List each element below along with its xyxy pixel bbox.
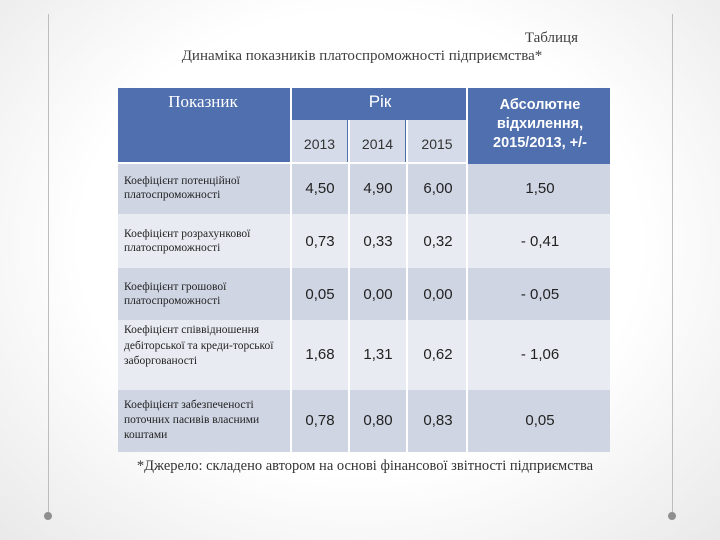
cell-deviation: 0,05 [525, 412, 555, 429]
cell-2013: 0,05 [305, 286, 335, 303]
table-row [118, 268, 610, 320]
caption-title-text: Динаміка показників платоспроможності підприємства* [181, 48, 543, 64]
cell-2015: 6,00 [423, 180, 453, 197]
row-label: Коефіцієнт забезпеченості поточних пасивів власними коштами [124, 399, 260, 441]
table-row [118, 164, 610, 214]
frame-left-line [48, 14, 49, 514]
cell-2015: 0,62 [423, 346, 453, 363]
caption-title [0, 48, 720, 65]
row-label: Коефіцієнт розрахункової платоспроможності [124, 228, 251, 254]
cell-2013: 4,50 [305, 180, 335, 197]
cell-2013: 1,68 [305, 346, 335, 363]
row-label: Коефіцієнт співвідношення дебіторської та креди-торської заборгованості [124, 324, 274, 367]
frame-dot-left [44, 512, 52, 520]
cell-2014: 0,00 [363, 286, 393, 303]
cell-2013: 0,73 [305, 233, 335, 250]
table-row [118, 214, 610, 268]
row-label: Коефіцієнт грошової платоспроможності [124, 281, 227, 307]
cell-2015: 0,00 [423, 286, 453, 303]
header-year: Рік [368, 92, 392, 111]
frame-right-line [672, 14, 673, 514]
cell-deviation: - 0,05 [520, 286, 560, 303]
table-row [118, 390, 610, 452]
cell-deviation: - 1,06 [520, 346, 560, 363]
cell-2013: 0,78 [305, 412, 335, 429]
cell-2015: 0,32 [423, 233, 453, 250]
frame-dot-right [668, 512, 676, 520]
cell-deviation: - 0,41 [520, 233, 560, 250]
header-year-2015: 2015 [408, 120, 466, 162]
cell-2015: 0,83 [423, 412, 453, 429]
header-indicator: Показник [168, 92, 238, 111]
source-footnote: *Джерело: складено автором на основі фінансової звітності підприємства [136, 458, 594, 474]
cell-2014: 0,33 [363, 233, 393, 250]
cell-deviation: 1,50 [525, 180, 555, 197]
cell-2014: 0,80 [363, 412, 393, 429]
header-absolute-deviation: Абсолютне відхилення, 2015/2013, +/- [493, 97, 587, 151]
cell-2014: 4,90 [363, 180, 393, 197]
cell-2014: 1,31 [363, 346, 393, 363]
table-row [118, 320, 610, 390]
caption-label: Таблиця [524, 30, 578, 46]
row-label: Коефіцієнт потенційної платоспроможності [124, 175, 240, 201]
header-year-2013: 2013 [292, 120, 347, 162]
header-year-2014: 2014 [350, 120, 405, 162]
